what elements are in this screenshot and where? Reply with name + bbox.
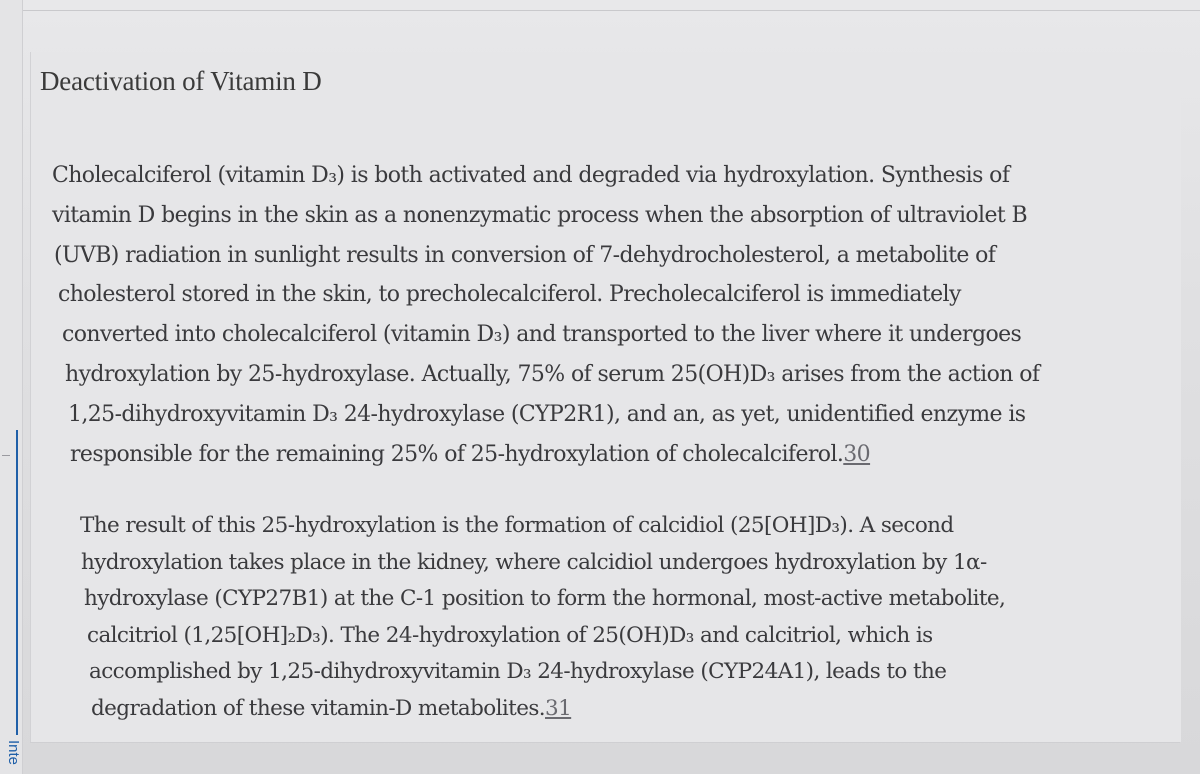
paragraph-line: calcitriol (1,25[OH]₂D₃). The 24-hydroxylation of 25(OH)D₃ and calcitriol, which is <box>87 622 933 648</box>
paragraph-line: hydroxylation takes place in the kidney, where calcidiol undergoes hydroxylation by 1α- <box>81 549 987 575</box>
paragraph-line-text: degradation of these vitamin-D metabolites. <box>91 695 545 721</box>
paragraph-line: Cholecalciferol (vitamin D₃) is both activated and degraded via hydroxylation. Synthesis of <box>52 163 1010 188</box>
paragraph-line: accomplished by 1,25-dihydroxyvitamin D₃ 24-hydroxylase (CYP24A1), leads to the <box>89 659 947 684</box>
top-divider <box>0 10 1200 11</box>
paragraph-calcidiol <box>80 508 1005 727</box>
reference-link-30[interactable]: 30 <box>843 441 871 467</box>
paragraph-line: cholesterol stored in the skin, to precholecalciferol. Precholecalciferol is immediately <box>58 282 961 308</box>
paragraph-line-text: responsible for the remaining 25% of 25-hydroxylation of cholecalciferol. <box>70 441 844 467</box>
sidebar-tab-label[interactable]: Inte <box>5 740 22 766</box>
paragraph-line: (UVB) radiation in sunlight results in conversion of 7-dehydrocholesterol, a metabolite of <box>54 242 996 268</box>
paragraph-last-line <box>70 435 1039 475</box>
paragraph-line: converted into cholecalciferol (vitamin D₃) and transported to the liver where it undergoes <box>62 322 1022 348</box>
paragraph-line: hydroxylase (CYP27B1) at the C-1 position to form the hormonal, most-active metabolite, <box>84 586 1006 611</box>
sidebar-active-indicator <box>16 430 18 735</box>
paragraph-last-line <box>91 691 1005 728</box>
paragraph-line: hydroxylation by 25-hydroxylase. Actually, 75% of serum 25(OH)D₃ arises from the action of <box>65 361 1040 387</box>
paragraph-line: The result of this 25-hydroxylation is the formation of calcidiol (25[OH]D₃). A second <box>80 513 954 538</box>
card-bottom-border <box>30 742 1180 743</box>
reference-link-31[interactable]: 31 <box>545 695 572 721</box>
paragraph-line: 1,25-dihydroxyvitamin D₃ 24-hydroxylase (CYP2R1), and an, as yet, unidentified enzyme is <box>68 401 1026 427</box>
paragraph-activation <box>52 156 1039 474</box>
sidebar-tick <box>2 455 10 456</box>
section-heading: Deactivation of Vitamin D <box>40 66 322 96</box>
left-sidebar-strip <box>0 0 23 774</box>
paragraph-line: vitamin D begins in the skin as a nonenzymatic process when the absorption of ultraviolet B <box>52 202 1028 228</box>
